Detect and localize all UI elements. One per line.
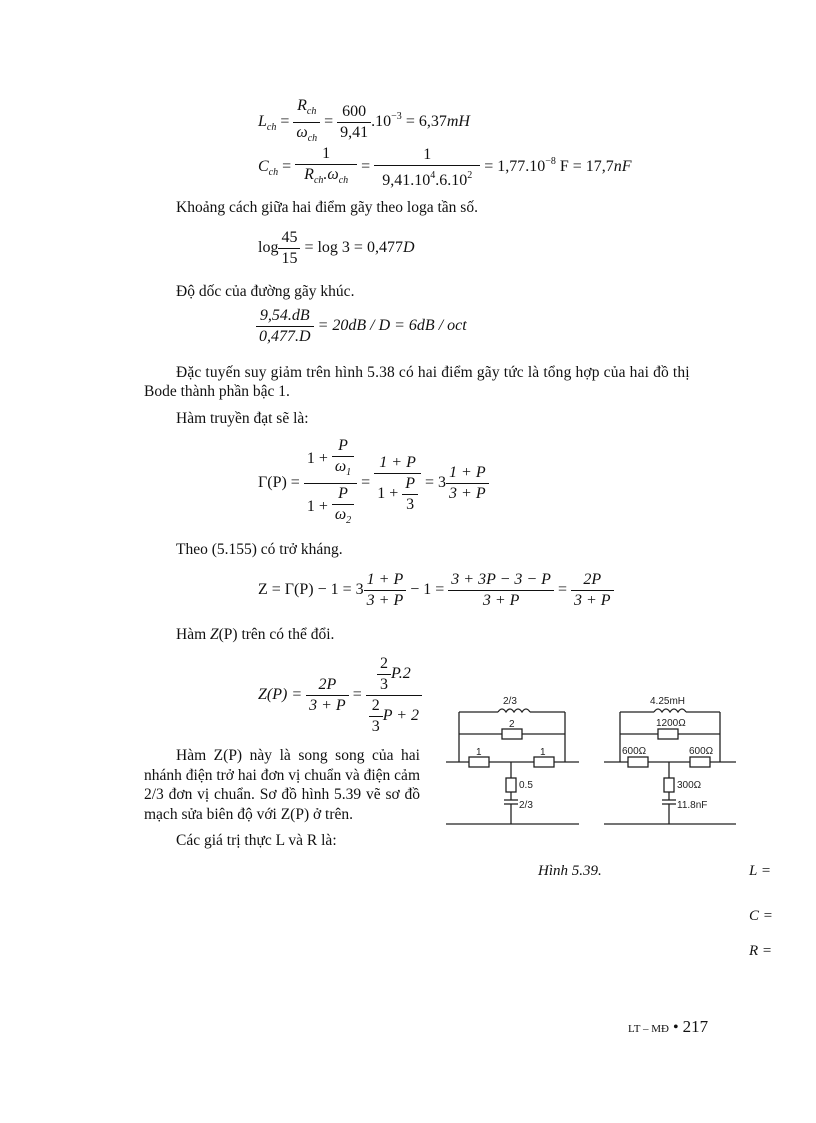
label-c-branch: 2/3 (519, 800, 533, 811)
paragraph-distance: Khoảng cách giữa hai điểm gãy theo loga tần số. (176, 199, 478, 216)
paragraph-characteristic-line2: Bode thành phần bậc 1. (144, 383, 290, 400)
paragraph-theo: Theo (5.155) có trở kháng. (176, 541, 343, 558)
paragraph-characteristic-line1: Đặc tuyến suy giảm trên hình 5.38 có hai điểm gãy tức là tổng hợp của hai đồ thị (176, 364, 690, 381)
margin-l: L = (749, 863, 771, 879)
figure-caption: Hình 5.39. (538, 863, 602, 879)
footer-label: LT – MĐ (628, 1023, 669, 1035)
fraction: $\frac{9,54.dB}{0,477.D}$ (256, 306, 314, 347)
fraction: 1 + P 1 + $\frac{P}{3}$ (374, 453, 421, 515)
label-r-left: 1 (476, 747, 482, 758)
fraction: $\frac{2P}{3 + P}$ (306, 675, 349, 716)
fraction: $\frac{2P}{3 + P}$ (571, 570, 614, 611)
label-c-branch: 11.8nF (677, 800, 708, 811)
fraction: $\frac{3 + 3P - 3 - P}{3 + P}$ (448, 570, 554, 611)
fraction: $\frac{1 + P}{3 + P}$ (364, 570, 407, 611)
page-number: 217 (682, 1017, 709, 1036)
fraction: $\frac{600}{9,41}$ (337, 102, 371, 143)
inductor-symbol (498, 709, 530, 712)
resistor-symbol (664, 778, 674, 792)
label-shunt-r: 1200Ω (656, 718, 686, 729)
label-shunt-r: 2 (509, 719, 515, 730)
equation-cch: $C_{ch}$ = $\frac{1}{R_{ch}.\omega_{ch}}$ = $\frac{1}{9,41.10^4.6.10^2}$ = $1,77.10^{-8}$ F = 17,7nF (258, 144, 632, 191)
resistor-symbol (534, 757, 554, 767)
equation-log: log $\frac{45}{15}$ = log 3 = 0,477D (258, 229, 415, 267)
right-circuit-labels (622, 696, 714, 811)
footer-bullet: • (672, 1019, 679, 1036)
paragraph-transfer: Hàm truyền đạt sẽ là: (176, 410, 309, 427)
equation-z: Z = Γ(P) − 1 = 3 $\frac{1 + P}{3 + P}$ − 1 = $\frac{3 + 3P - 3 - P}{3 + P}$ = $\frac{2P}{3 + P}$ (258, 570, 614, 611)
resistor-symbol (628, 757, 648, 767)
fraction: $\frac{45}{15}$ (278, 228, 300, 269)
resistor-symbol (506, 778, 516, 792)
label-r-left: 600Ω (622, 746, 647, 757)
resistor-symbol (469, 757, 489, 767)
fraction: $\frac{1}{9,41.10^4.6.10^2}$ (374, 145, 480, 191)
resistor-symbol (658, 729, 678, 739)
paragraph-slope: Độ dốc của đường gãy khúc. (176, 283, 355, 300)
paragraph-values: Các giá trị thực L và R là: (176, 832, 337, 849)
label-r-branch: 300Ω (677, 780, 702, 791)
paragraph-parallel: Hàm Z(P) này là song song của hai nhánh điện trở hai đơn vị chuẩn và điện cảm 2/3 đơn vị chuẩn. Sơ đồ hình 5.39 vẽ sơ đồ mạch sửa biên độ với Z(P) ở trên. (144, 747, 420, 823)
fraction: $\frac{2}{3}$ P.2 $\frac{2}{3}$ P + 2 (366, 654, 422, 737)
resistor-symbol (502, 729, 522, 739)
equation-gamma: Γ(P) = 1 + $\frac{P}{\omega_1}$ 1 + $\frac{P}{\omega_2}$ = 1 + P 1 + $\frac{P}{3}$ = 3 $\frac{1 + P}{3 + P}$ (258, 436, 489, 531)
label-inductor: 4.25mH (650, 696, 686, 707)
inductor-symbol (654, 709, 686, 712)
fraction: $\frac{1 + P}{3 + P}$ (446, 463, 489, 504)
equation-lch: $L_{ch}$ = $\frac{R_{ch}}{\omega_{ch}}$ = $\frac{600}{9,41}$ $.10^{-3} = 6,37mH$ (258, 96, 470, 149)
margin-r: R = (749, 943, 773, 959)
figure-circuits (432, 676, 754, 834)
page-footer (628, 1017, 708, 1037)
label-inductor: 2/3 (503, 696, 517, 707)
label-r-branch: 0.5 (519, 780, 533, 791)
resistor-symbol (690, 757, 710, 767)
fraction: 1 + $\frac{P}{\omega_1}$ 1 + $\frac{P}{\omega_2}$ (304, 436, 357, 531)
fraction: $\frac{1}{R_{ch}.\omega_{ch}}$ (295, 144, 357, 191)
label-r-right: 1 (540, 747, 546, 758)
paragraph-z-change: Hàm Z(P) trên có thể đổi. (176, 626, 335, 643)
margin-c: C = (749, 908, 773, 924)
fraction: $\frac{R_{ch}}{\omega_{ch}}$ (293, 96, 320, 149)
equation-zp: Z(P) = $\frac{2P}{3 + P}$ = $\frac{2}{3}$ P.2 $\frac{2}{3}$ P + 2 (258, 654, 422, 737)
label-r-right: 600Ω (689, 746, 714, 757)
equation-slope: $\frac{9,54.dB}{0,477.D}$ = 20dB / D = 6dB / oct (256, 306, 467, 347)
